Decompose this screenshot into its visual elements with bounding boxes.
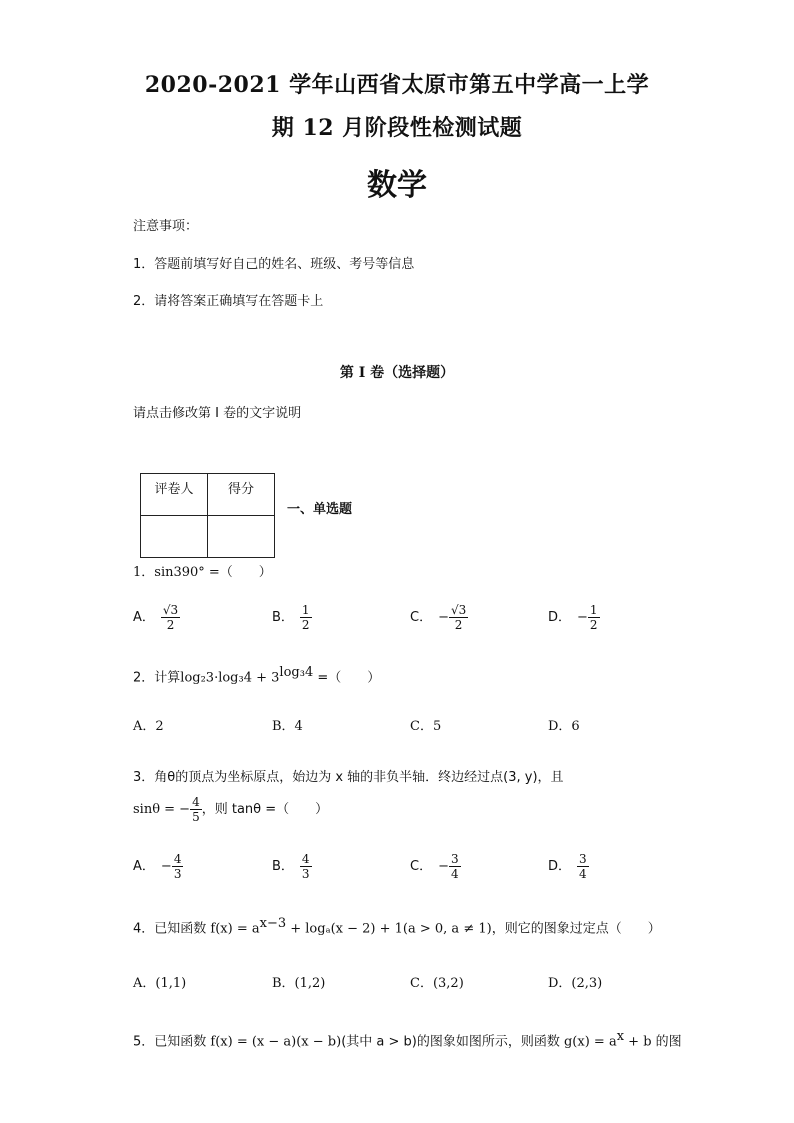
section-title: 第 I 卷（选择题） bbox=[339, 365, 455, 381]
score-cell-grader[interactable] bbox=[141, 516, 208, 558]
q3-option-d[interactable]: D． $\frac{3}{4}$ bbox=[548, 852, 587, 881]
notice-item-2: 2．请将答案正确填写在答题卡上 bbox=[133, 294, 324, 309]
q4-option-d[interactable]: D．(2,3) bbox=[548, 976, 603, 991]
question-1-stem: 1．sin390° =（ ） bbox=[133, 565, 272, 580]
exam-title-line2: 期 12 月阶段性检测试题 bbox=[271, 115, 523, 141]
section-note[interactable]: 请点击修改第 I 卷的文字说明 bbox=[133, 406, 302, 421]
score-table bbox=[140, 473, 275, 558]
q1-d-fraction: $\frac{1}{2}$ bbox=[589, 603, 598, 632]
score-cell-score[interactable] bbox=[208, 516, 275, 558]
question-4-stem: 4．已知函数 $f(x) = a^{x-3} + \log_a(x - 2) + 1(a > 0$, a ≠ 1)，则它的图象过定点（ ） bbox=[133, 916, 661, 937]
q2-option-d[interactable]: D．6 bbox=[548, 719, 580, 734]
q1-b-fraction: $\frac{1}{2}$ bbox=[301, 603, 310, 632]
subject-title: 数学 bbox=[367, 168, 427, 203]
q2-option-b[interactable]: B．4 bbox=[272, 719, 303, 734]
exam-title-line1: 2020-2021 学年山西省太原市第五中学高一上学 bbox=[144, 72, 650, 98]
part-title: 一、单选题 bbox=[287, 502, 353, 517]
question-5-stem: 5．已知函数 f(x) = (x − a)(x − b)(其中 a > b)的图象如图所示，则函数 $g(x) = a^x + b$ 的图 bbox=[133, 1029, 682, 1050]
question-2-stem: 2．计算$\log_23\cdot\log_34 + 3^{log_34}$ =（ ） bbox=[133, 665, 381, 686]
q2-option-c[interactable]: C．5 bbox=[410, 719, 442, 734]
q3-option-c[interactable]: C． − $\frac{3}{4}$ bbox=[410, 852, 459, 881]
score-header-score: 得分 bbox=[208, 474, 275, 516]
question-3-stem-line2: sinθ = − $\frac{4}{5}$ ，则 tanθ =（ ） bbox=[133, 795, 329, 824]
q4-option-b[interactable]: B．(1,2) bbox=[272, 976, 326, 991]
q4-option-a[interactable]: A．(1,1) bbox=[133, 976, 187, 991]
question-3-stem-line1: 3．角θ的顶点为坐标原点，始边为 x 轴的非负半轴．终边经过点(3, y)，且 bbox=[133, 770, 564, 785]
q1-a-fraction: $\frac{√3}{2}$ bbox=[162, 603, 179, 632]
q1-option-b[interactable]: B． $\frac{1}{2}$ bbox=[272, 603, 310, 632]
q2-option-a[interactable]: A．2 bbox=[133, 719, 164, 734]
q4-option-c[interactable]: C．(3,2) bbox=[410, 976, 464, 991]
q1-option-c[interactable]: C． − $\frac{√3}{2}$ bbox=[410, 603, 467, 632]
q3-option-a[interactable]: A． − $\frac{4}{3}$ bbox=[133, 852, 182, 881]
q1-c-fraction: $\frac{√3}{2}$ bbox=[450, 603, 467, 632]
notice-heading: 注意事项： bbox=[133, 219, 199, 234]
q1-option-a[interactable]: A． $\frac{√3}{2}$ bbox=[133, 603, 179, 632]
q3-option-b[interactable]: B． $\frac{4}{3}$ bbox=[272, 852, 310, 881]
notice-item-1: 1．答题前填写好自己的姓名、班级、考号等信息 bbox=[133, 257, 415, 272]
score-header-grader: 评卷人 bbox=[141, 474, 208, 516]
q1-option-d[interactable]: D． − $\frac{1}{2}$ bbox=[548, 603, 598, 632]
